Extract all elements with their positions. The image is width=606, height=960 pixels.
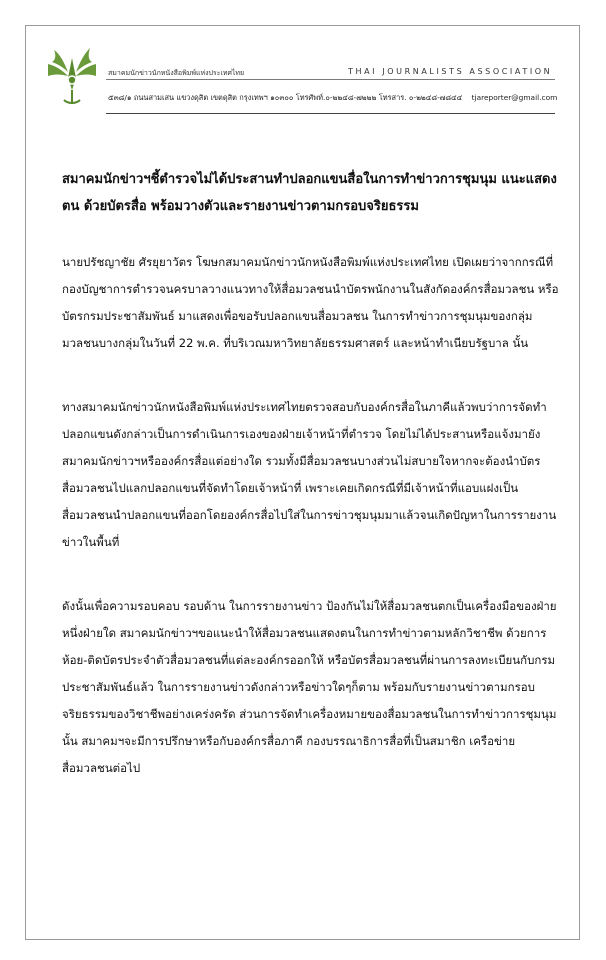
email-link[interactable]: tjareporter@gmail.com [471, 93, 558, 102]
paragraph-2: ทางสมาคมนักข่าวนักหนังสือพิมพ์แห่งประเทศไทยตรวจสอบกับองค์กรสื่อในภาคีแล้วพบว่าการจัดทำปลอกแขนดังกล่าวเป็นการดำเนินการเองของฝ่ายเจ้าหน้าที่ตำรวจ โดยไม่ได้ประสานหรือแจ้งมายังสมาคมนักข่าวฯหรือองค์กรสื่อแต่อย่างใด รวมทั้งมีสื่อมวลชนบางส่วนไม่สบายใจหากจะต้องนำบัตรสื่อมวลชนไปแลกปลอกแขนที่จัดทำโดยเจ้าหน้าที่ เพราะเคยเกิดกรณีที่มีเจ้าหน้าที่แอบแฝงเป็นสื่อมวลชนนำปลอกแขนที่ออกโดยองค์กรสื่อไปใส่ในการข่าวชุมนุมมาแล้วจนเกิดปัญหาในการรายงานข่าวในพื้นที่ [62, 400, 557, 549]
pen-quill-emblem-icon [46, 44, 98, 108]
letter-page [25, 25, 580, 940]
org-name-english: THAI JOURNALISTS ASSOCIATION [348, 67, 553, 76]
address-text: ๕๓๘/๑ ถนนสามเสน แขวงดุสิต เขตดุสิต กรุงเทพฯ ๑๐๓๐๐ โทรศัพท์.๐-๒๒๔๘-๗๒๒๒ โทรสาร. ๐-๒๒๔๘-๗๘๔๔ [108, 93, 463, 102]
paragraph-1: นายปรัชญาชัย ศัรยุยาวัตร โฆษกสมาคมนักข่าวนักหนังสือพิมพ์แห่งประเทศไทย เปิดเผยว่าจากกรณีที่กองบัญชาการตำรวจนครบาลวางแนวทางให้สื่อมวลชนนำบัตรพนักงานในสังกัดองค์กรสื่อมวลชน หรือบัตรกรมประชาสัมพันธ์ มาแสดงเพื่อขอรับปลอกแขนสื่อมวลชน ในการทำข่าวการชุมนุมของกลุ่มมวลชนบางกลุ่มในวันที่ 22 พ.ค. ที่บริเวณมหาวิทยาลัยธรรมศาสตร์ และหน้าทำเนียบรัฐบาล นั้น [62, 255, 559, 350]
org-name-thai: สมาคมนักข่าวนักหนังสือพิมพ์แห่งประเทศไทย [108, 69, 245, 77]
letterhead-bottom-divider [106, 113, 555, 114]
address-line [108, 92, 557, 104]
letter-body [62, 166, 562, 819]
paragraph-3: ดังนั้นเพื่อความรอบคอบ รอบด้าน ในการรายงานข่าว ป้องกันไม่ให้สื่อมวลชนตกเป็นเครื่องมือของฝ่ายหนึ่งฝ่ายใด สมาคมนักข่าวฯขอแนะนำให้สื่อมวลชนแสดงตนในการทำข่าวตามหลักวิชาชีพ ด้วยการห้อย-ติดบัตรประจำตัวสื่อมวลชนที่แต่ละองค์กรออกให้ หรือบัตรสื่อมวลชนที่ผ่านการลงทะเบียนกับกรมประชาสัมพันธ์แล้ว ในการรายงานข่าวดังกล่าวหรือข่าวใดๆก็ตาม พร้อมกับรายงานข่าวตามกรอบจริยธรรมของวิชาชีพอย่างเคร่งครัด ส่วนการจัดทำเครื่องหมายของสื่อมวลชนในการทำข่าวการชุมนุม นั้น สมาคมฯจะมีการปรึกษาหรือกับองค์กรสื่อภาคี กองบรรณาธิการสื่อที่เป็นสมาชิก เครือข่ายสื่อมวลชนต่อไป [62, 599, 557, 775]
header-divider [106, 79, 555, 80]
headline: สมาคมนักข่าวฯชี้ตำรวจไม่ได้ประสานทำปลอกแขนสื่อในการทำข่าวการชุมนุม แนะแสดงตน ด้วยบัตรสื่อ พร้อมวางตัวและรายงานข่าวตามกรอบจริยธรรม [62, 172, 557, 214]
